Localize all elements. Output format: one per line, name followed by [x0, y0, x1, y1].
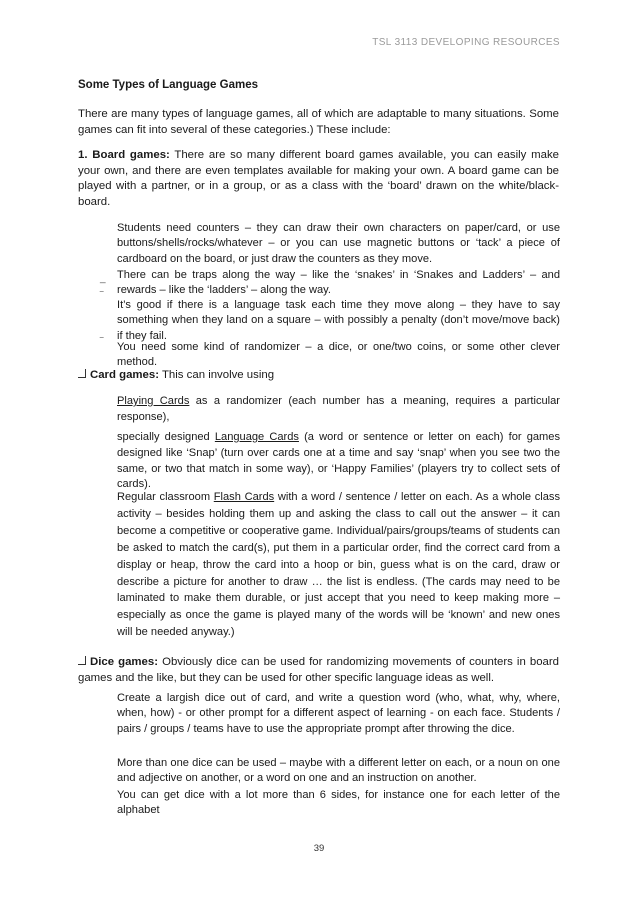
card-bullet-text: with a word / sentence / letter on each. As a whole class activity – besides holding them up and asking the class to call out the answer – it can become a competitive or cooperative game. Individual/pairs/groups/teams of students can be asked to match the card(s), put them in a particular order, find the correct card from a display or heap, throw the card into a hoop or bin, guess what is on the card, draw or describe a picture for another to draw … the list is endless. (The cards may need to be laminated to make them durable, or just accept that you need to keep making more – especially as once the game is played many of the words will be ‘known’ and new ones will be needed anyway.) [117, 491, 560, 639]
card-bullet-language-cards [117, 430, 560, 493]
card-bullet-text: (a word or sentence or letter on each) for games designed like ‘Snap’ (turn over cards one at a time and say ‘snap’ when you see two the same, or two that match in some way), or ‘Happy Families’ (players try to collect sets of cards). [117, 431, 560, 491]
card-games-heading: Card games: [90, 369, 160, 381]
board-games-heading: 1. Board games: [78, 149, 170, 161]
dice-games-paragraph [78, 655, 559, 686]
dice-games-heading: Dice games: [90, 656, 159, 668]
card-bullet-text: as a randomizer (each number has a meaning, requires a particular response), [117, 395, 560, 423]
card-games-heading-line [78, 368, 274, 384]
running-header: TSL 3113 DEVELOPING RESOURCES [372, 37, 560, 48]
bullet-marker-icon: ‾ [100, 291, 104, 302]
bullet-marker-icon: ‾ [100, 337, 104, 348]
card-bullet-text: specially designed [117, 431, 215, 443]
board-bullet: It’s good if there is a language task each time they move along – they have to say something when they land on a square – with possibly a penalty (don’t move/move back) if they fail. [117, 299, 560, 342]
dice-games-text: Obviously dice can be used for randomizing movements of counters in board games and the like, but they can be used for other specific language ideas as well. [78, 656, 559, 684]
section-title: Some Types of Language Games [78, 79, 259, 91]
board-bullet: There can be traps along the way – like the ‘snakes’ in ‘Snakes and Ladders’ – and rewards – like the ‘ladders’ – along the way. [117, 269, 560, 297]
checkbox-marker-icon [78, 656, 86, 665]
card-bullet-text: Regular classroom [117, 491, 214, 503]
card-bullet-playing-cards [117, 394, 560, 426]
board-games-paragraph [78, 148, 559, 210]
dice-bullet: More than one dice can be used – maybe with a different letter on each, or a noun on one and adjective on another, or a word on one and an instruction on another. [117, 757, 560, 785]
board-bullet: You need some kind of randomizer – a dice, or one/two coins, or some other clever method. [117, 341, 560, 369]
playing-cards-link: Playing Cards [117, 395, 190, 407]
language-cards-link: Language Cards [214, 431, 299, 443]
flash-cards-link: Flash Cards [213, 491, 275, 503]
page-number: 39 [313, 843, 325, 854]
intro-paragraph: There are many types of language games, all of which are adaptable to many situations. Some games can fit into several of these categories.) These include: [78, 108, 559, 136]
card-bullet-flash-cards [117, 489, 560, 641]
dice-bullet: You can get dice with a lot more than 6 sides, for instance one for each letter of the alphabet [117, 789, 560, 817]
bullet-marker-icon: _ [100, 273, 106, 284]
card-games-text: This can involve using [159, 369, 275, 381]
board-bullet: Students need counters – they can draw their own characters on paper/card, or use buttons/shells/rocks/whatever – or you can use magnetic buttons or ‘tack’ a piece of cardboard on the board, or just draw the counters as they move. [117, 222, 560, 265]
dice-bullet: Create a largish dice out of card, and write a question word (who, what, why, where, when, how) - or other prompt for a different aspect of learning - on each face. Students / pairs / groups / teams have to use the appropriate prompt after throwing the dice. [117, 692, 560, 735]
checkbox-marker-icon [78, 369, 86, 378]
board-games-text: There are so many different board games available, you can easily make your own, and there are even templates available for making your own. A board game can be played with a partner, or in a group, or as a class with the ‘board’ drawn on the white/black-board. [78, 149, 559, 208]
